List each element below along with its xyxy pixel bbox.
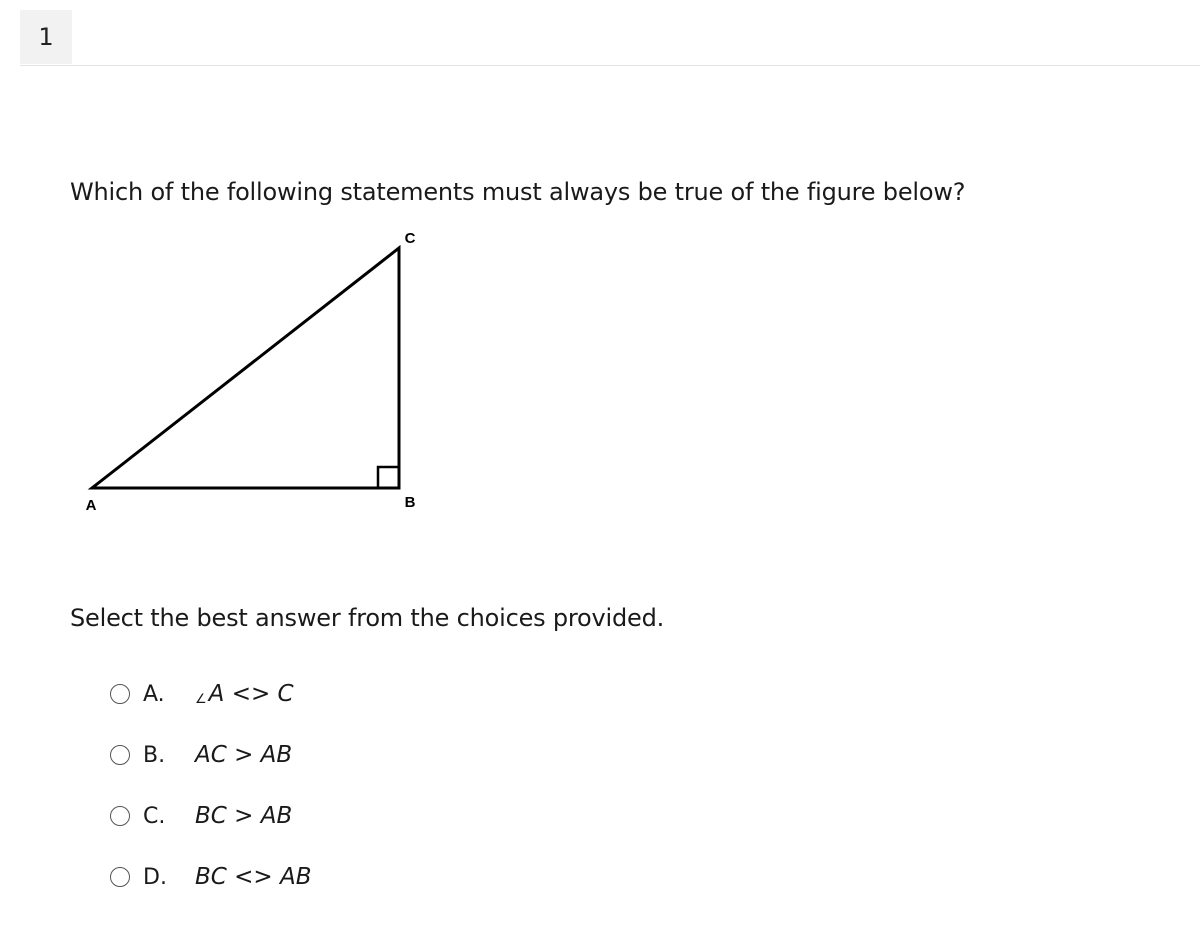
- choice-c-text: BC > AB: [195, 803, 293, 829]
- vertex-label-c: C: [404, 230, 416, 247]
- choice-d-text: BC <> AB: [195, 864, 312, 890]
- vertex-label-a: A: [85, 497, 97, 514]
- choice-d[interactable]: [110, 857, 430, 897]
- radio-c[interactable]: [110, 806, 130, 826]
- radio-d[interactable]: [110, 867, 130, 887]
- choice-a[interactable]: [110, 674, 430, 714]
- choice-b[interactable]: [110, 735, 430, 775]
- question-number-badge: [20, 10, 72, 64]
- radio-a[interactable]: [110, 684, 130, 704]
- triangle-diagram: [60, 225, 440, 525]
- choice-d-letter: D.: [143, 864, 167, 890]
- header-divider: [20, 65, 1200, 66]
- choice-c[interactable]: [110, 796, 430, 836]
- triangle-figure: [60, 225, 440, 525]
- choice-b-letter: B.: [143, 742, 166, 768]
- question-prompt: Which of the following statements must always be true of the figure below?: [70, 178, 966, 206]
- radio-b[interactable]: [110, 745, 130, 765]
- answer-instruction: Select the best answer from the choices provided.: [70, 604, 665, 632]
- choice-c-letter: C.: [143, 803, 166, 829]
- right-angle-marker: [378, 467, 399, 488]
- question-number: 1: [38, 23, 54, 51]
- choice-a-text: [195, 681, 294, 707]
- angle-icon: ∠: [195, 692, 207, 707]
- choice-a-letter: A.: [143, 681, 165, 707]
- vertex-label-b: B: [404, 494, 416, 511]
- choice-a-expression: A <> C: [208, 681, 294, 707]
- triangle-shape: [92, 248, 399, 488]
- choice-b-text: AC > AB: [195, 742, 293, 768]
